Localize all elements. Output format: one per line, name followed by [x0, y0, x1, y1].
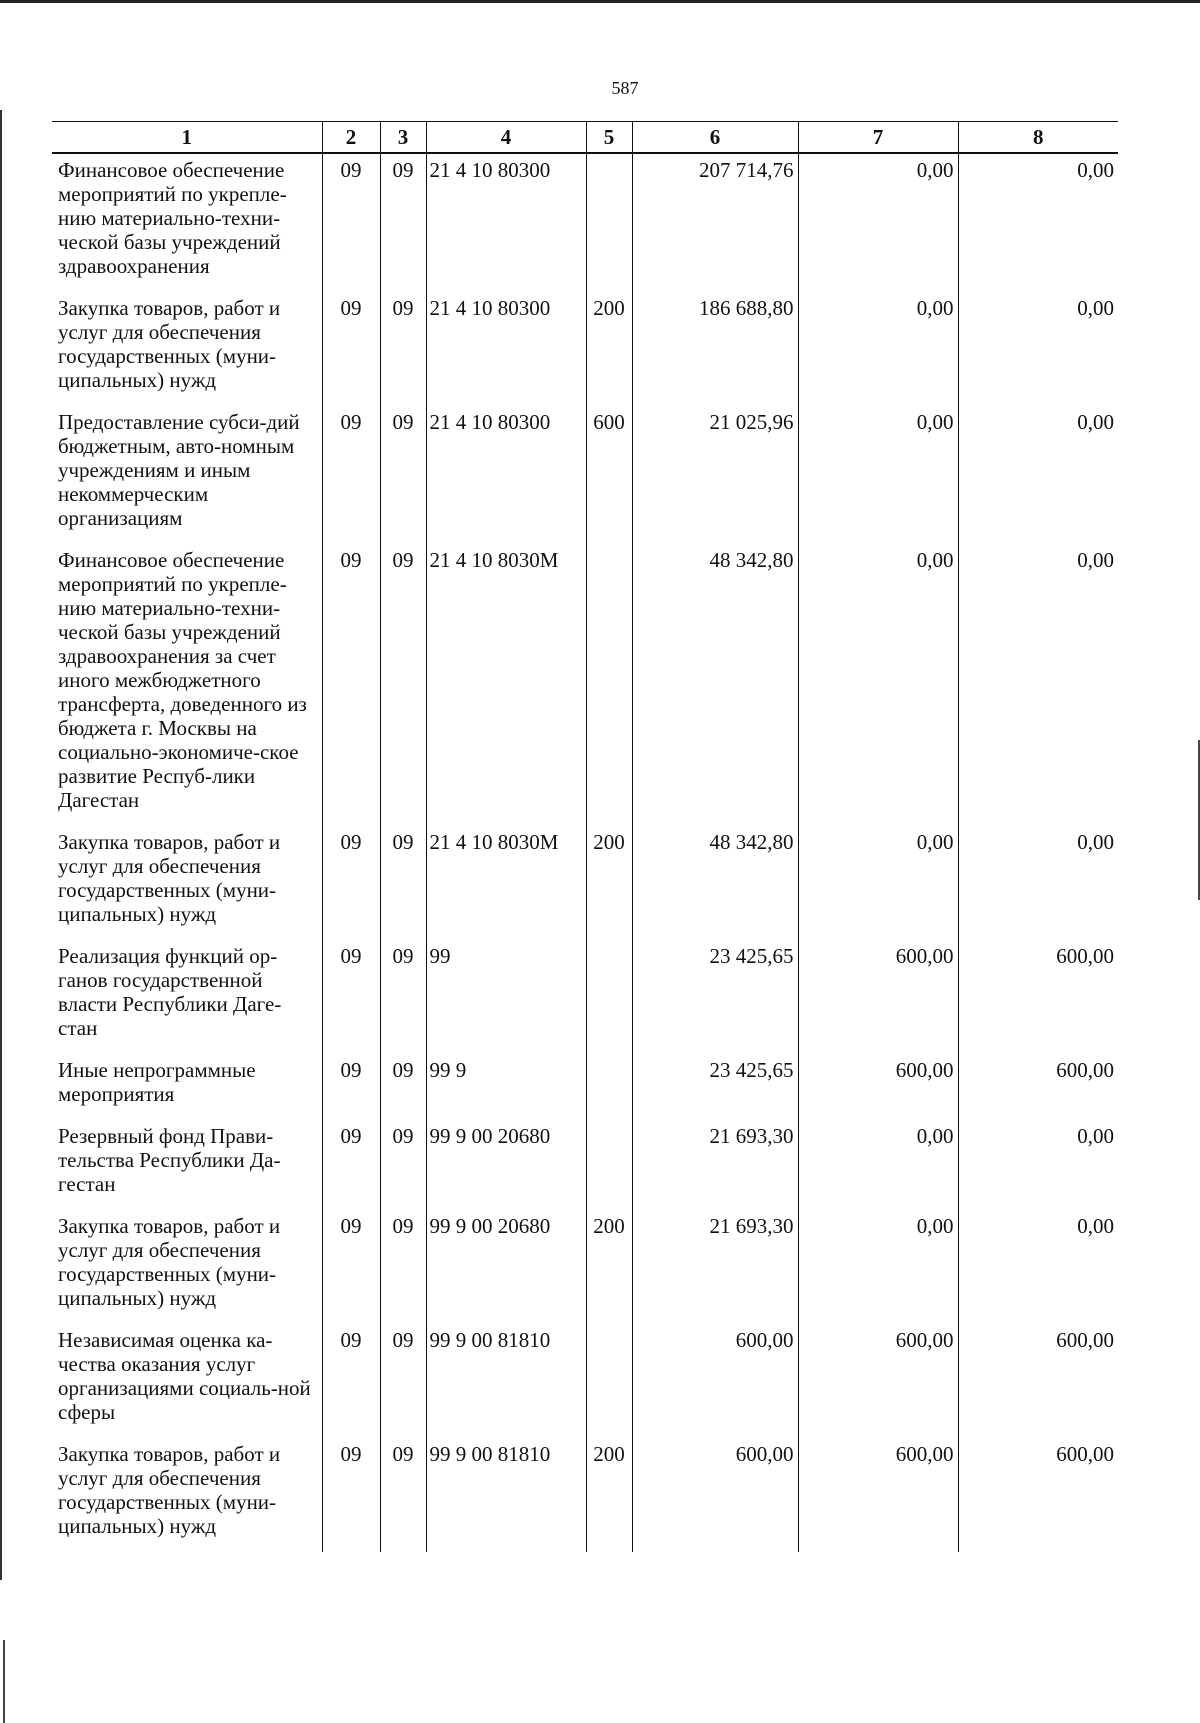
- table-row: [52, 544, 1118, 826]
- row-amount-col8: 600,00: [958, 940, 1118, 1054]
- row-description: Реализация функций ор-ганов государственной власти Республики Даге-стан: [58, 944, 282, 1040]
- row-section-code: 09: [322, 1120, 380, 1210]
- row-target-code: 99 9 00 81810: [426, 1438, 586, 1552]
- row-expense-type: [586, 544, 632, 826]
- row-description: Резервный фонд Прави-тельства Республики Да-гестан: [58, 1124, 281, 1196]
- row-target-code: 99: [426, 940, 586, 1054]
- row-expense-type: 200: [586, 826, 632, 940]
- row-subsection-code: 09: [380, 406, 426, 544]
- row-section-code: 09: [322, 544, 380, 826]
- row-amount-col8: 0,00: [958, 292, 1118, 406]
- row-target-code: 21 4 10 80300: [426, 153, 586, 292]
- row-section-code: 09: [322, 406, 380, 544]
- row-amount-col7: 600,00: [798, 1324, 958, 1438]
- row-amount-col8: 0,00: [958, 544, 1118, 826]
- row-description: Независимая оценка ка-чества оказания услуг организациями социаль-ной сферы: [58, 1328, 311, 1424]
- row-amount-col6: 21 693,30: [632, 1120, 798, 1210]
- scan-border-left: [0, 110, 2, 1580]
- row-amount-col6: 48 342,80: [632, 544, 798, 826]
- row-amount-col7: 0,00: [798, 153, 958, 292]
- table-row: [52, 406, 1118, 544]
- row-section-code: 09: [322, 1438, 380, 1552]
- row-expense-type: 200: [586, 292, 632, 406]
- row-amount-col7: 0,00: [798, 406, 958, 544]
- row-amount-col6: 600,00: [632, 1438, 798, 1552]
- row-description: Закупка товаров, работ и услуг для обеспечения государственных (муни-ципальных) нужд: [58, 1214, 281, 1310]
- row-subsection-code: 09: [380, 826, 426, 940]
- row-expense-type: 200: [586, 1210, 632, 1324]
- row-amount-col7: 0,00: [798, 1120, 958, 1210]
- budget-table: [52, 121, 1118, 1552]
- table-row: [52, 940, 1118, 1054]
- row-amount-col7: 600,00: [798, 1438, 958, 1552]
- column-header: 2: [322, 122, 380, 154]
- row-amount-col8: 0,00: [958, 826, 1118, 940]
- row-section-code: 09: [322, 1324, 380, 1438]
- row-amount-col8: 0,00: [958, 406, 1118, 544]
- table-row: [52, 292, 1118, 406]
- row-amount-col6: 600,00: [632, 1324, 798, 1438]
- table-body: [52, 153, 1118, 1552]
- row-subsection-code: 09: [380, 1324, 426, 1438]
- row-subsection-code: 09: [380, 544, 426, 826]
- table-row: [52, 1054, 1118, 1120]
- scan-edge-mark-left: [3, 1640, 5, 1723]
- column-header: 8: [958, 122, 1118, 154]
- row-amount-col7: 0,00: [798, 544, 958, 826]
- row-subsection-code: 09: [380, 1438, 426, 1552]
- row-description: Финансовое обеспечение мероприятий по укрепле-нию материально-техни-ческой базы учреждений здравоохранения: [58, 158, 287, 278]
- row-amount-col7: 600,00: [798, 940, 958, 1054]
- row-amount-col7: 0,00: [798, 292, 958, 406]
- row-target-code: 21 4 10 80300: [426, 406, 586, 544]
- row-target-code: 21 4 10 8030M: [426, 826, 586, 940]
- column-header: 1: [52, 122, 322, 154]
- row-amount-col8: 600,00: [958, 1054, 1118, 1120]
- row-amount-col8: 0,00: [958, 1210, 1118, 1324]
- row-amount-col7: 0,00: [798, 1210, 958, 1324]
- row-expense-type: [586, 1324, 632, 1438]
- row-amount-col6: 207 714,76: [632, 153, 798, 292]
- row-target-code: 99 9 00 20680: [426, 1120, 586, 1210]
- row-section-code: 09: [322, 940, 380, 1054]
- row-section-code: 09: [322, 1210, 380, 1324]
- row-target-code: 99 9 00 81810: [426, 1324, 586, 1438]
- row-target-code: 99 9 00 20680: [426, 1210, 586, 1324]
- row-amount-col6: 21 693,30: [632, 1210, 798, 1324]
- row-description: Закупка товаров, работ и услуг для обеспечения государственных (муни-ципальных) нужд: [58, 296, 281, 392]
- row-amount-col6: 48 342,80: [632, 826, 798, 940]
- row-subsection-code: 09: [380, 1054, 426, 1120]
- row-subsection-code: 09: [380, 292, 426, 406]
- row-amount-col7: 0,00: [798, 826, 958, 940]
- column-header: 5: [586, 122, 632, 154]
- row-subsection-code: 09: [380, 153, 426, 292]
- row-amount-col6: 23 425,65: [632, 1054, 798, 1120]
- row-expense-type: [586, 940, 632, 1054]
- table-row: [52, 1438, 1118, 1552]
- row-amount-col6: 23 425,65: [632, 940, 798, 1054]
- column-header: 3: [380, 122, 426, 154]
- row-section-code: 09: [322, 292, 380, 406]
- table-row: [52, 1324, 1118, 1438]
- row-target-code: 99 9: [426, 1054, 586, 1120]
- row-expense-type: [586, 153, 632, 292]
- row-target-code: 21 4 10 8030M: [426, 544, 586, 826]
- column-header: 6: [632, 122, 798, 154]
- row-amount-col6: 21 025,96: [632, 406, 798, 544]
- row-subsection-code: 09: [380, 1210, 426, 1324]
- table-row: [52, 1210, 1118, 1324]
- row-description: Закупка товаров, работ и услуг для обеспечения государственных (муни-ципальных) нужд: [58, 830, 281, 926]
- scan-border-top: [0, 0, 1200, 3]
- table-row: [52, 153, 1118, 292]
- row-expense-type: [586, 1120, 632, 1210]
- row-amount-col8: 0,00: [958, 1120, 1118, 1210]
- row-amount-col6: 186 688,80: [632, 292, 798, 406]
- row-expense-type: 600: [586, 406, 632, 544]
- row-description: Предоставление субси-дий бюджетным, авто-номным учреждениям и иным некоммерческим организациям: [58, 410, 300, 530]
- column-header: 4: [426, 122, 586, 154]
- table-header-row: [52, 122, 1118, 154]
- row-expense-type: [586, 1054, 632, 1120]
- row-description: Иные непрограммные мероприятия: [58, 1058, 256, 1106]
- row-section-code: 09: [322, 153, 380, 292]
- row-section-code: 09: [322, 826, 380, 940]
- row-section-code: 09: [322, 1054, 380, 1120]
- row-subsection-code: 09: [380, 1120, 426, 1210]
- table-row: [52, 826, 1118, 940]
- row-amount-col7: 600,00: [798, 1054, 958, 1120]
- row-description: Финансовое обеспечение мероприятий по укрепле-нию материально-техни-ческой базы учреждений здравоохранения за счет иного межбюджетного трансферта, доведенного из бюджета г. Москвы на социально-экономиче-ское развитие Респуб-лики Дагестан: [58, 548, 307, 812]
- row-amount-col8: 0,00: [958, 153, 1118, 292]
- row-target-code: 21 4 10 80300: [426, 292, 586, 406]
- column-header: 7: [798, 122, 958, 154]
- row-amount-col8: 600,00: [958, 1324, 1118, 1438]
- page-number: 587: [611, 78, 639, 98]
- row-expense-type: 200: [586, 1438, 632, 1552]
- row-subsection-code: 09: [380, 940, 426, 1054]
- row-description: Закупка товаров, работ и услуг для обеспечения государственных (муни-ципальных) нужд: [58, 1442, 281, 1538]
- table-row: [52, 1120, 1118, 1210]
- row-amount-col8: 600,00: [958, 1438, 1118, 1552]
